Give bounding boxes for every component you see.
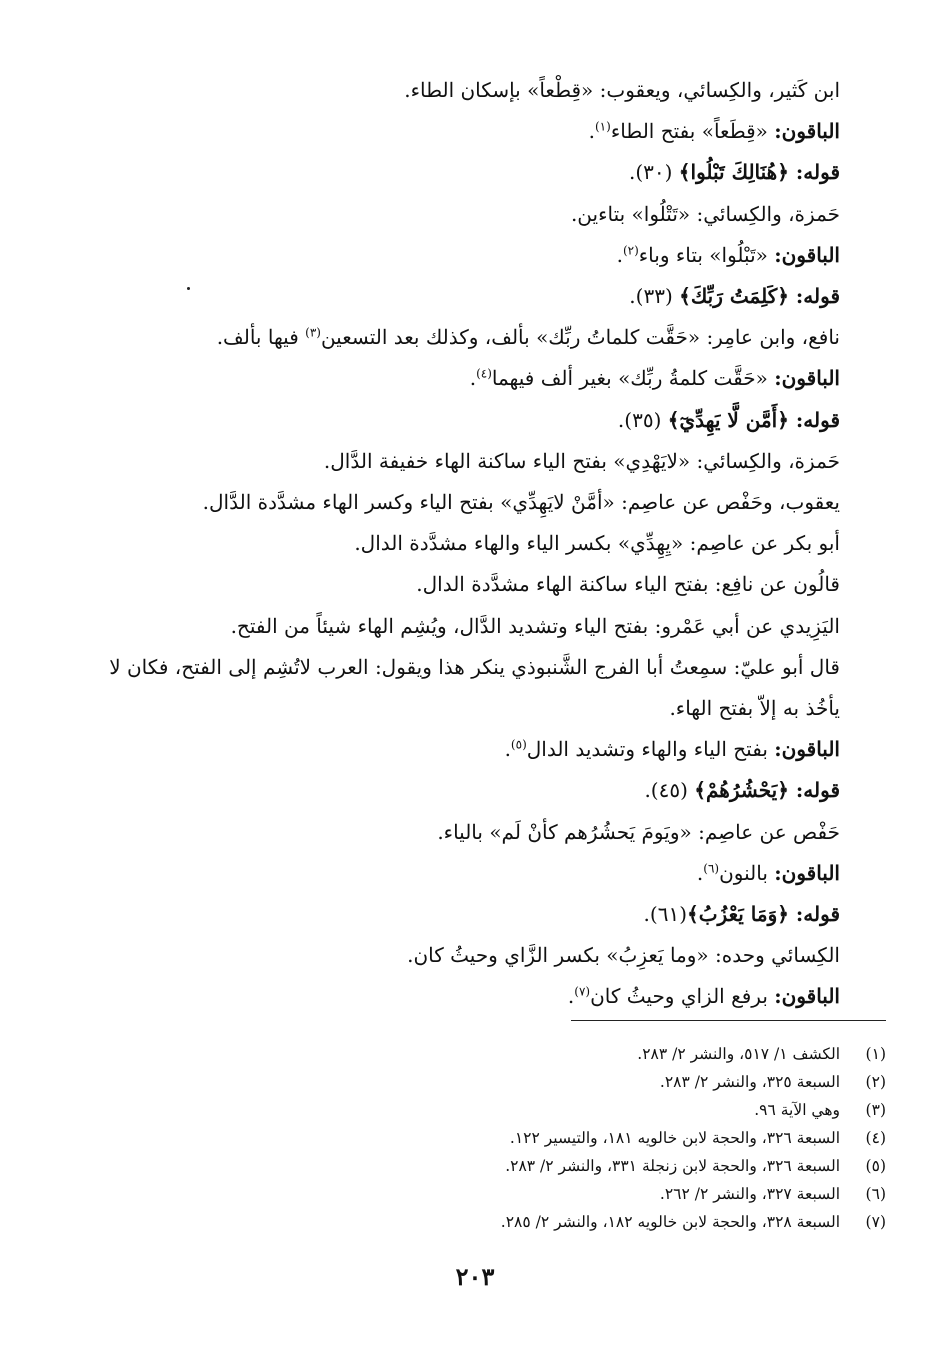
main-text [100,70,840,1018]
text-line: حَمزة، والكِسائي: «لايَهْدِي» بفتح الياء ساكنة الهاء خفيفة الدَّال. [323,448,840,473]
text-line: الباقون: بالنون$^{(٦)}$. [696,860,840,885]
footnote-ref: (٦) [703,861,720,876]
footnote-item: (٤)السبعة ٣٢٦، والحجة لابن خالويه ١٨١، والتيسير ١٢٢. [509,1129,886,1147]
footnote-ref: (٤) [476,366,492,381]
footnote-divider [571,1020,886,1021]
text-line: أبو بكر عن عاصِم: «يِهِدِّي» بكسر الياء والهاء مشدَّدة الدال. [354,531,840,556]
text-line: نافع، وابن عامِر: «حَقَّت كلماتُ ربِّك» بألف، وكذلك بعد التسعين$^{(٣)}$ فيها بألف. [216,325,840,350]
scan-speck [187,287,190,290]
footnote-ref: (٧) [574,984,591,999]
footnote-item: (٢)السبعة ٣٢٥، والنشر ٢/ ٢٨٣. [659,1073,886,1091]
text-line: الباقون: «قِطَعاً» بفتح الطاء$^{(١)}$. [588,119,840,144]
quran-verse: ﴿أَمَّن لَّا يَهِدِّيٓ﴾ [667,407,796,432]
text-line: ابن كَثير، والكِسائي، ويعقوب: «قِطْعاً» بإسكان الطاء. [404,78,840,102]
quran-verse: ﴿كَلِمَتُ رَبِّكَ﴾ [679,284,796,309]
text-paragraph: قال أبو عليّ: سمِعتُ أبا الفرج الشَّنبوذي ينكر هذا ويقول: العرب لاتُشِم إلى الفتح، فكان لا يأخُذ به إلاّ بفتح الهاء. [109,654,840,721]
text-line: قالُون عن نافِع: بفتح الياء ساكنة الهاء مشدَّدة الدال. [416,572,840,597]
text-line: الباقون: بفتح الياء والهاء وتشديد الدال$^{(٥)}$. [504,737,840,762]
text-line: الكِسائي وحده: «وما يَعزِبُ» بكسر الزَّاي وحيثُ كان. [407,943,840,968]
text-line: قوله: ﴿هُنَالِكَ تَبْلُوا﴾ (٣٠). [628,160,840,185]
footnote-ref: (٢) [622,243,639,258]
text-line: الباقون: برفع الزاي وحيثُ كان$^{(٧)}$. [567,984,840,1009]
footnote-item: (٣)وهي الآية ٩٦. [754,1101,886,1119]
footnote-item: (٧)السبعة ٣٢٨، والحجة لابن خالويه ١٨٢، والنشر ٢/ ٢٨٥. [500,1213,886,1231]
text-line: اليَزِيدي عن أبي عَمْرو: بفتح الياء وتشديد الدَّال، ويُشِم الهاء شيئاً من الفتح. [230,613,840,638]
footnote-item: (٦)السبعة ٣٢٧، والنشر ٢/ ٢٦٢. [659,1185,886,1203]
text-line: الباقون: «حَقَّت كلمةُ ربِّك» بغير ألف فيهما$^{(٤)}$. [469,366,840,391]
text-line: حَمزة، والكِسائي: «تَتْلُوا» بتاءين. [570,201,840,226]
text-line: الباقون: «تَبْلُوا» بتاء وباء$^{(٢)}$. [616,242,840,267]
text-line: قوله: ﴿أَمَّن لَّا يَهِدِّيٓ﴾ (٣٥). [617,407,840,432]
footnote-ref: (١) [594,119,611,134]
quran-verse: ﴿يَحْشُرُهُمْ﴾ [694,778,796,803]
text-line: قوله: ﴿وَمَا يَعْزُبُ﴾(٦١). [643,902,840,927]
footnote-ref: (٥) [510,737,527,752]
footnote-item: (٥)السبعة ٣٢٦، والحجة لابن زنجلة ٣٣١، والنشر ٢/ ٢٨٣. [505,1157,886,1175]
quran-verse: ﴿وَمَا يَعْزُبُ﴾ [687,902,796,927]
text-line: قوله: ﴿كَلِمَتُ رَبِّكَ﴾ (٣٣). [629,284,840,309]
text-line: حَفْص عن عاصِم: «ويَومَ يَحشُرُهم كأنْ لَم» بالياء. [437,819,840,844]
text-line: يعقوب، وحَفْص عن عاصِم: «أمَّنْ لايَهِدِّي» بفتح الياء وكسر الهاء مشدَّدة الدَّال. [202,490,840,515]
footnote-ref: (٣) [305,325,321,340]
text-line: قوله: ﴿يَحْشُرُهُمْ﴾ (٤٥). [644,778,840,803]
footnote-item: (١)الكشف ١/ ٥١٧، والنشر ٢/ ٢٨٣. [637,1045,886,1063]
footnotes [386,1040,886,1236]
quran-verse: ﴿هُنَالِكَ تَبْلُوا﴾ [678,160,796,185]
page-number: ٢٠٣ [455,1262,495,1291]
